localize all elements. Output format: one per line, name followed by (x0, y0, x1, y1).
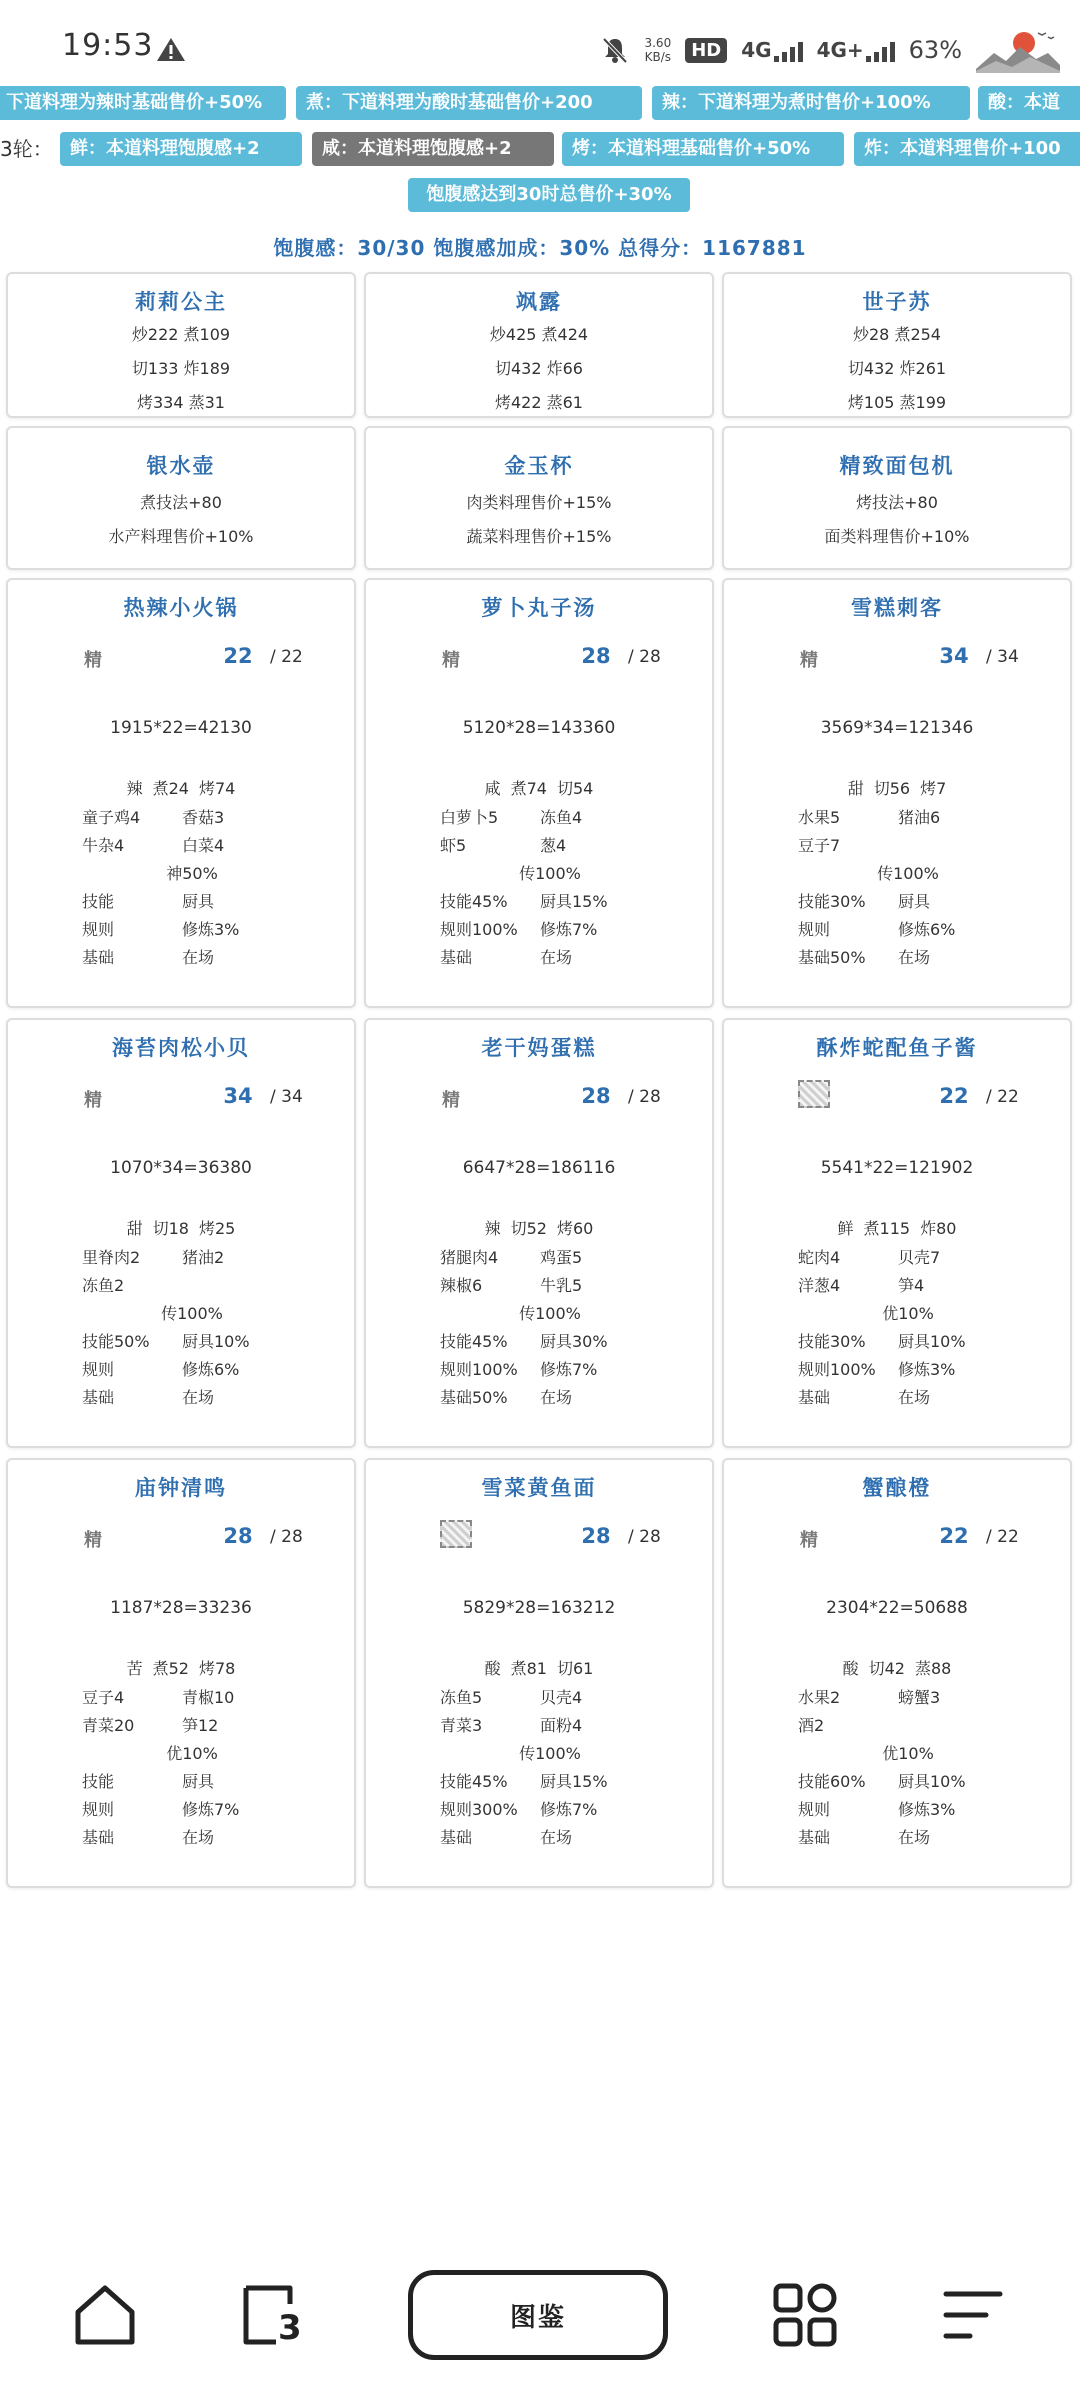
dish-detail-row: 冻鱼5 贝壳4 (440, 1688, 583, 1707)
buff-row-1 (0, 86, 1080, 122)
buff-chip[interactable]: 下道料理为辣时基础售价+50% (0, 86, 286, 120)
chef-stats: 烤334 蒸31 (137, 393, 225, 412)
equipment-name: 金玉杯 (504, 454, 574, 478)
dish-card[interactable] (722, 1458, 1072, 1888)
equipment-card[interactable] (364, 426, 714, 570)
dish-quantity[interactable]: 28 (223, 1524, 253, 1548)
dish-price-formula: 5541*22=121902 (820, 1158, 974, 1178)
chef-stats: 烤422 蒸61 (495, 393, 583, 412)
dish-rank-bonus: 优10% (882, 1304, 934, 1323)
dish-quantity[interactable]: 34 (939, 644, 969, 668)
equipment-effect: 面类料理售价+10% (824, 527, 970, 546)
equipment-effect: 肉类料理售价+15% (466, 493, 612, 512)
dish-detail-row: 规则 修炼3% (798, 1800, 956, 1819)
dish-rank-bonus: 传100% (519, 1304, 581, 1323)
dish-price-formula: 1915*22=42130 (110, 718, 252, 738)
apps-grid-icon[interactable] (772, 2282, 838, 2348)
dish-card[interactable] (6, 1458, 356, 1888)
grade-icon[interactable] (440, 1520, 472, 1548)
dish-skill-requirement: 甜 切18 烤25 (126, 1219, 236, 1238)
dish-name: 雪糕刺客 (851, 596, 943, 620)
chef-stats: 烤105 蒸199 (847, 393, 947, 412)
dish-name: 热辣小火锅 (123, 596, 239, 620)
signal-icon (866, 40, 895, 62)
dish-quantity-max: / 34 (270, 1087, 303, 1107)
dish-detail-row: 蛇肉4 贝壳7 (798, 1248, 941, 1267)
dish-detail-row: 技能45% 厨具15% (440, 1772, 608, 1791)
chef-name: 世子苏 (862, 290, 932, 314)
dish-card[interactable] (364, 1018, 714, 1448)
dish-card[interactable] (364, 578, 714, 1008)
dish-detail-row: 豆子4 青椒10 (82, 1688, 235, 1707)
dish-detail-row: 技能45% 厨具15% (440, 892, 608, 911)
buff-chip[interactable]: 咸：本道料理饱腹感+2 (312, 132, 554, 166)
dish-price-formula: 1070*34=36380 (110, 1158, 252, 1178)
dish-grade[interactable]: 精 (800, 650, 818, 671)
dish-details (440, 804, 740, 972)
dish-detail-row: 基础 在场 (82, 1388, 215, 1407)
equipment-effect: 蔬菜料理售价+15% (466, 527, 612, 546)
dish-detail-row: 基础50% 在场 (440, 1388, 573, 1407)
tabs-count: 3 (278, 2308, 302, 2348)
dish-detail-row: 技能 厨具 (82, 1772, 215, 1791)
dish-name: 雪菜黄鱼面 (481, 1476, 597, 1500)
home-icon[interactable] (72, 2282, 138, 2348)
dish-detail-row: 基础50% 在场 (798, 948, 931, 967)
dish-detail-row: 规则100% 修炼3% (798, 1360, 956, 1379)
dish-grade[interactable]: 精 (442, 650, 460, 671)
chef-card[interactable] (722, 272, 1072, 418)
chef-name: 飒露 (516, 290, 562, 314)
dish-quantity[interactable]: 28 (581, 1084, 611, 1108)
dish-detail-row: 水果5 猪油6 (798, 808, 941, 827)
dish-details (798, 804, 1080, 972)
dish-detail-row: 技能30% 厨具 (798, 892, 931, 911)
dish-detail-row: 基础 在场 (82, 1828, 215, 1847)
dish-detail-row: 青菜3 面粉4 (440, 1716, 583, 1735)
equipment-card[interactable] (6, 426, 356, 570)
buff-chip[interactable]: 煮：下道料理为酸时基础售价+200 (296, 86, 642, 120)
dish-skill-requirement: 甜 切56 烤7 (847, 779, 947, 798)
signal-1: 4G (741, 38, 802, 62)
dish-name: 蟹酿橙 (862, 1476, 932, 1500)
dish-skill-requirement: 咸 煮74 切54 (484, 779, 594, 798)
dish-detail-row: 冻鱼2 (82, 1276, 125, 1295)
dish-quantity-max: / 22 (986, 1087, 1019, 1107)
dish-quantity-max: / 34 (986, 647, 1019, 667)
dish-name: 酥炸蛇配鱼子酱 (816, 1036, 978, 1060)
equipment-effect: 煮技法+80 (140, 493, 222, 512)
dish-skill-requirement: 酸 切42 蒸88 (842, 1659, 952, 1678)
dish-quantity[interactable]: 22 (223, 644, 253, 668)
round-label: 3轮： (0, 137, 53, 161)
dish-skill-requirement: 苦 煮52 烤78 (126, 1659, 236, 1678)
dish-detail-row: 技能 厨具 (82, 892, 215, 911)
buff-chip[interactable]: 鲜：本道料理饱腹感+2 (60, 132, 302, 166)
dish-detail-row: 规则 修炼6% (798, 920, 956, 939)
dish-skill-requirement: 酸 煮81 切61 (484, 1659, 594, 1678)
dish-detail-row: 里脊肉2 猪油2 (82, 1248, 225, 1267)
dish-detail-row: 童子鸡4 香菇3 (82, 808, 225, 827)
bottom-nav (0, 2250, 1080, 2370)
dish-detail-row: 规则100% 修炼7% (440, 920, 598, 939)
signal-icon (774, 40, 803, 62)
dish-detail-row: 技能45% 厨具30% (440, 1332, 608, 1351)
dish-details (798, 1684, 1080, 1852)
equipment-effect: 水产料理售价+10% (108, 527, 254, 546)
equipment-name: 银水壶 (146, 454, 216, 478)
dish-card[interactable] (6, 1018, 356, 1448)
dish-detail-row: 洋葱4 笋4 (798, 1276, 925, 1295)
dish-details (440, 1684, 740, 1852)
dish-price-formula: 2304*22=50688 (826, 1598, 968, 1618)
dish-rank-bonus: 传100% (519, 1744, 581, 1763)
dish-detail-row: 基础 在场 (798, 1828, 931, 1847)
dish-details (82, 804, 382, 972)
dish-skill-requirement: 辣 煮24 烤74 (126, 779, 236, 798)
dish-rank-bonus: 神50% (166, 864, 218, 883)
mute-bell-icon (600, 35, 630, 65)
dish-details (82, 1244, 382, 1412)
dish-price-formula: 5829*28=163212 (462, 1598, 616, 1618)
net-speed: 3.60 KB/s (644, 36, 672, 64)
dish-detail-row: 规则300% 修炼7% (440, 1800, 598, 1819)
dish-detail-row: 基础 在场 (798, 1388, 931, 1407)
chef-card[interactable] (364, 272, 714, 418)
dish-quantity[interactable]: 28 (581, 1524, 611, 1548)
warning-icon (156, 36, 186, 62)
dish-details (440, 1244, 740, 1412)
dish-quantity-max: / 22 (270, 647, 303, 667)
dish-card[interactable] (722, 578, 1072, 1008)
dish-detail-row: 豆子7 (798, 836, 841, 855)
dish-grade[interactable]: 精 (800, 1530, 818, 1551)
dish-detail-row: 规则 修炼3% (82, 920, 240, 939)
dish-details (82, 1684, 382, 1852)
buff-chip[interactable]: 辣：下道料理为煮时售价+100% (652, 86, 970, 120)
dish-grade[interactable]: 精 (84, 1530, 102, 1551)
dish-quantity[interactable]: 34 (223, 1084, 253, 1108)
dish-card[interactable] (364, 1458, 714, 1888)
dish-card[interactable] (722, 1018, 1072, 1448)
dish-price-formula: 3569*34=121346 (820, 718, 974, 738)
equipment-effect: 烤技法+80 (856, 493, 938, 512)
dish-rank-bonus: 优10% (166, 1744, 218, 1763)
dish-rank-bonus: 优10% (882, 1744, 934, 1763)
score-summary: 饱腹感：30/30 饱腹感加成：30% 总得分：1167881 (273, 236, 807, 260)
dish-details (798, 1244, 1080, 1412)
dish-detail-row: 技能30% 厨具10% (798, 1332, 966, 1351)
grade-icon[interactable] (798, 1080, 830, 1108)
buff-chip[interactable]: 饱腹感达到30时总售价+30% (408, 178, 690, 212)
dish-quantity[interactable]: 22 (939, 1524, 969, 1548)
dish-name: 老干妈蛋糕 (481, 1036, 597, 1060)
dish-detail-row: 辣椒6 牛乳5 (440, 1276, 583, 1295)
chef-name: 莉莉公主 (135, 290, 227, 314)
dish-grade[interactable]: 精 (442, 1090, 460, 1111)
dish-detail-row: 规则100% 修炼7% (440, 1360, 598, 1379)
status-time: 19:53 (62, 28, 154, 63)
dish-quantity-max: / 28 (628, 647, 661, 667)
dish-quantity-max: / 28 (628, 1087, 661, 1107)
dish-detail-row: 酒2 (798, 1716, 825, 1735)
chef-stats: 炒425 煮424 (489, 325, 589, 344)
tabs-button[interactable] (240, 2282, 306, 2348)
dish-detail-row: 猪腿肉4 鸡蛋5 (440, 1248, 583, 1267)
encyclopedia-button[interactable]: 图鉴 (408, 2270, 668, 2360)
dish-quantity-max: / 22 (986, 1527, 1019, 1547)
dish-quantity[interactable]: 28 (581, 644, 611, 668)
equipment-card[interactable] (722, 426, 1072, 570)
dish-rank-bonus: 传100% (519, 864, 581, 883)
dish-detail-row: 水果2 螃蟹3 (798, 1688, 941, 1707)
chef-stats: 炒28 煮254 (853, 325, 941, 344)
dish-quantity[interactable]: 22 (939, 1084, 969, 1108)
dish-name: 庙钟清鸣 (135, 1476, 227, 1500)
dish-skill-requirement: 鲜 煮115 炸80 (837, 1219, 957, 1238)
dish-detail-row: 规则 修炼6% (82, 1360, 240, 1379)
dish-rank-bonus: 传100% (161, 1304, 223, 1323)
battery-level: 63% (908, 36, 962, 64)
chef-card[interactable] (6, 272, 356, 418)
dish-name: 萝卜丸子汤 (481, 596, 597, 620)
chef-stats: 炒222 煮109 (131, 325, 231, 344)
dish-price-formula: 5120*28=143360 (462, 718, 616, 738)
buff-chip[interactable]: 烤：本道料理基础售价+50% (562, 132, 844, 166)
landscape-art-icon (976, 27, 1060, 73)
dish-detail-row: 技能60% 厨具10% (798, 1772, 966, 1791)
dish-detail-row: 青菜20 笋12 (82, 1716, 219, 1735)
dish-price-formula: 6647*28=186116 (462, 1158, 616, 1178)
dish-price-formula: 1187*28=33236 (110, 1598, 252, 1618)
menu-icon[interactable] (940, 2282, 1006, 2348)
dish-detail-row: 基础 在场 (440, 948, 573, 967)
chef-stats: 切432 炸261 (847, 359, 947, 378)
dish-name: 海苔肉松小贝 (112, 1036, 250, 1060)
buff-chip[interactable]: 炸：本道料理售价+100 (854, 132, 1080, 166)
buff-row-2 (0, 132, 1080, 168)
buff-chip[interactable]: 酸：本道 (978, 86, 1080, 120)
dish-card[interactable] (6, 578, 356, 1008)
signal-2: 4G+ (817, 38, 895, 62)
buff-row-3 (0, 178, 1080, 214)
dish-detail-row: 规则 修炼7% (82, 1800, 240, 1819)
dish-quantity-max: / 28 (628, 1527, 661, 1547)
dish-detail-row: 牛杂4 白菜4 (82, 836, 225, 855)
chef-stats: 切133 炸189 (131, 359, 231, 378)
dish-detail-row: 虾5 葱4 (440, 836, 567, 855)
chef-stats: 切432 炸66 (495, 359, 583, 378)
dish-skill-requirement: 辣 切52 烤60 (484, 1219, 594, 1238)
dish-detail-row: 技能50% 厨具10% (82, 1332, 250, 1351)
dish-grade[interactable]: 精 (84, 650, 102, 671)
dish-detail-row: 基础 在场 (82, 948, 215, 967)
dish-detail-row: 白萝卜5 冻鱼4 (440, 808, 583, 827)
equipment-name: 精致面包机 (839, 454, 955, 478)
dish-detail-row: 基础 在场 (440, 1828, 573, 1847)
dish-rank-bonus: 传100% (877, 864, 939, 883)
dish-quantity-max: / 28 (270, 1527, 303, 1547)
hd-badge: HD (685, 38, 727, 63)
status-bar (0, 0, 1080, 100)
dish-grade[interactable]: 精 (84, 1090, 102, 1111)
